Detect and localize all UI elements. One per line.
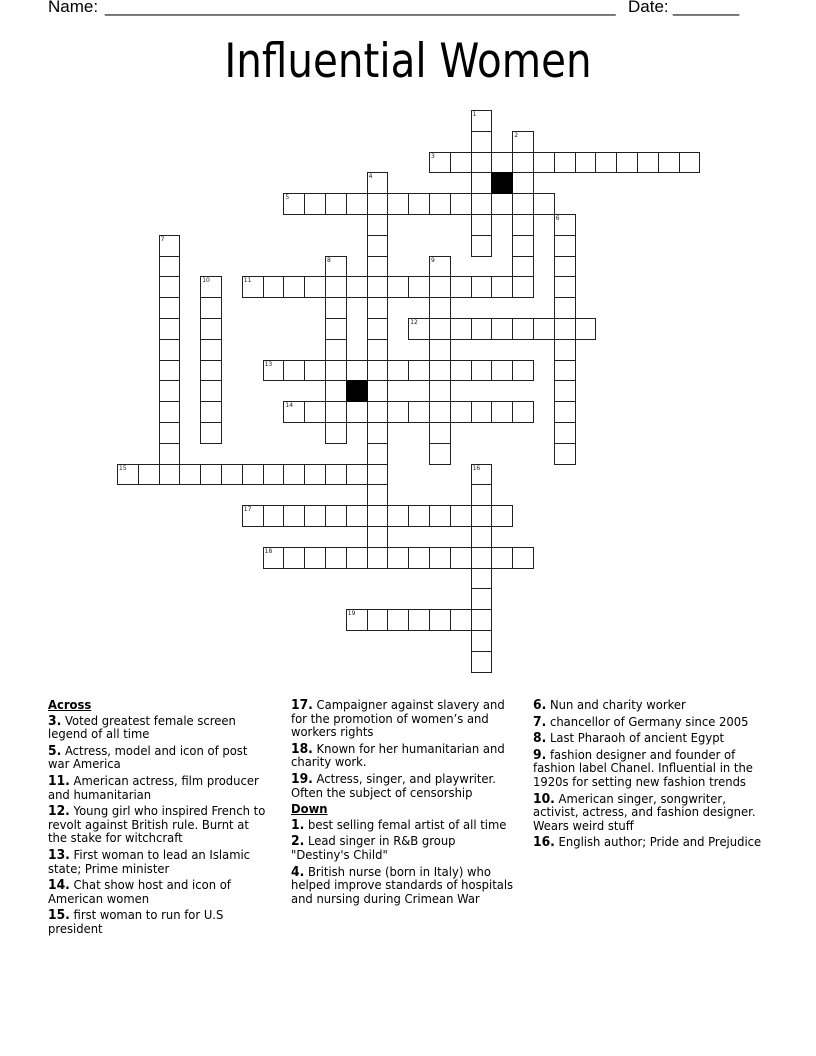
grid-cell[interactable] (554, 235, 576, 257)
clue-across-14 (48, 879, 271, 906)
grid-cell[interactable] (346, 276, 368, 298)
clue-down-16 (533, 836, 766, 850)
grid-cell[interactable] (512, 360, 534, 382)
across-heading: Across (48, 698, 92, 712)
grid-cell[interactable] (387, 360, 409, 382)
grid-cell[interactable] (429, 422, 451, 444)
grid-cell[interactable] (429, 339, 451, 361)
grid-cell[interactable] (512, 401, 534, 423)
grid-cell[interactable] (159, 235, 181, 257)
grid-cell[interactable] (367, 380, 389, 402)
cell-number: 2 (514, 131, 519, 139)
grid-cell[interactable] (429, 401, 451, 423)
grid-cell[interactable] (471, 526, 493, 548)
clue-across-3 (48, 715, 271, 742)
grid-cell[interactable] (325, 256, 347, 278)
clue-number: 1. (291, 817, 305, 833)
grid-cell[interactable] (200, 276, 222, 298)
grid-cell[interactable] (450, 547, 472, 569)
grid-cell[interactable] (159, 360, 181, 382)
grid-cell[interactable] (491, 152, 513, 174)
clue-across-15 (48, 909, 271, 936)
grid-cell[interactable] (637, 152, 659, 174)
cell-number: 11 (243, 277, 252, 285)
grid-cell[interactable] (491, 360, 513, 382)
grid-cell[interactable] (325, 193, 347, 215)
grid-cell[interactable] (429, 360, 451, 382)
clue-number: 4. (291, 864, 305, 880)
grid-cell[interactable] (200, 380, 222, 402)
cell-number: 4 (368, 173, 373, 181)
grid-cell[interactable] (554, 443, 576, 465)
clues-column-3 (533, 699, 766, 853)
grid-cell[interactable] (304, 401, 326, 423)
grid-cell[interactable] (283, 193, 305, 215)
grid-cell[interactable] (387, 276, 409, 298)
clue-text: First woman to lead an Islamic state; Prime minister (48, 847, 251, 876)
clue-text: Campaigner against slavery and for the promotion of women’s and workers rights (291, 698, 505, 740)
grid-cell[interactable] (200, 401, 222, 423)
grid-cell[interactable] (491, 505, 513, 527)
grid-cell[interactable] (367, 172, 389, 194)
cell-number: 10 (202, 277, 210, 285)
clue-number: 5. (48, 743, 62, 759)
grid-cell[interactable] (471, 568, 493, 590)
black-cell (491, 172, 513, 194)
clue-number: 6. (533, 698, 547, 713)
grid-cell[interactable] (325, 318, 347, 340)
puzzle-title: Influential Women (224, 34, 592, 89)
grid-cell[interactable] (429, 193, 451, 215)
grid-cell[interactable] (491, 318, 513, 340)
grid-cell[interactable] (304, 360, 326, 382)
grid-cell[interactable] (221, 464, 243, 486)
grid-cell[interactable] (367, 609, 389, 631)
cell-number: 1 (472, 111, 477, 118)
clue-number: 10. (533, 791, 555, 807)
grid-cell[interactable] (159, 256, 181, 278)
grid-cell[interactable] (200, 297, 222, 319)
grid-cell[interactable] (325, 401, 347, 423)
grid-cell[interactable] (325, 339, 347, 361)
grid-cell[interactable] (408, 547, 430, 569)
grid-cell[interactable] (471, 547, 493, 569)
grid-cell[interactable] (554, 401, 576, 423)
grid-cell[interactable] (408, 360, 430, 382)
clue-number: 14. (48, 878, 70, 894)
grid-cell[interactable] (471, 464, 493, 486)
cell-number: 18 (264, 547, 273, 555)
grid-cell[interactable] (200, 318, 222, 340)
clue-number: 16. (533, 835, 555, 851)
clue-text: English author; Pride and Prejudice (558, 835, 762, 850)
clue-text: American actress, film producer and humanitarian (48, 773, 259, 802)
grid-cell[interactable] (512, 214, 534, 236)
grid-cell[interactable] (429, 152, 451, 174)
grid-cell[interactable] (242, 464, 264, 486)
cell-number: 3 (431, 152, 435, 160)
grid-cell[interactable] (367, 214, 389, 236)
clue-text: American singer, songwriter, activist, actress, and fashion designer. Wears weird stuff (533, 791, 756, 833)
grid-cell[interactable] (159, 318, 181, 340)
cell-number: 8 (327, 256, 331, 264)
grid-cell[interactable] (554, 276, 576, 298)
grid-cell[interactable] (159, 276, 181, 298)
clue-text: Last Pharaoh of ancient Egypt (549, 731, 725, 746)
grid-cell[interactable] (408, 276, 430, 298)
grid-cell[interactable] (512, 235, 534, 257)
clue-text: Known for her humanitarian and charity work. (291, 741, 505, 770)
grid-cell[interactable] (471, 131, 493, 153)
grid-cell[interactable] (367, 276, 389, 298)
grid-cell[interactable] (408, 401, 430, 423)
grid-cell[interactable] (346, 360, 368, 382)
grid-cell[interactable] (138, 464, 160, 486)
grid-cell[interactable] (575, 318, 597, 340)
grid-cell[interactable] (159, 297, 181, 319)
grid-cell[interactable] (367, 339, 389, 361)
clue-text: British nurse (born in Italy) who helped improve standards of hospitals and nursing during Crimean War (291, 864, 514, 906)
name-label: Name: (48, 0, 99, 16)
clue-across-17 (291, 699, 514, 740)
grid-cell[interactable] (346, 401, 368, 423)
grid-cell[interactable] (408, 609, 430, 631)
grid-cell[interactable] (471, 651, 493, 673)
clue-down-1 (291, 819, 514, 833)
grid-cell[interactable] (387, 505, 409, 527)
grid-cell[interactable] (471, 609, 493, 631)
grid-cell[interactable] (679, 152, 701, 174)
grid-cell[interactable] (367, 443, 389, 465)
grid-cell[interactable] (471, 505, 493, 527)
grid-cell[interactable] (304, 464, 326, 486)
grid-cell[interactable] (367, 256, 389, 278)
grid-cell[interactable] (117, 464, 139, 486)
grid-cell[interactable] (200, 422, 222, 444)
grid-cell[interactable] (367, 464, 389, 486)
grid-cell[interactable] (471, 588, 493, 610)
cell-number: 9 (431, 256, 435, 264)
clue-text: fashion designer and founder of fashion label Chanel. Influential in the 1920s for setting new fashion trends (533, 747, 753, 789)
cell-number: 19 (347, 610, 356, 618)
grid-cell[interactable] (325, 297, 347, 319)
clue-across-18 (291, 743, 514, 770)
grid-cell[interactable] (346, 547, 368, 569)
clue-number: 17. (291, 698, 313, 713)
grid-cell[interactable] (200, 339, 222, 361)
cell-number: 14 (285, 402, 294, 410)
clue-text: Chat show host and icon of American women (48, 878, 231, 906)
grid-cell[interactable] (512, 276, 534, 298)
cell-number: 15 (119, 464, 127, 472)
grid-cell[interactable] (554, 339, 576, 361)
grid-cell[interactable] (554, 422, 576, 444)
grid-cell[interactable] (491, 547, 513, 569)
grid-cell[interactable] (554, 256, 576, 278)
grid-cell[interactable] (450, 360, 472, 382)
grid-cell[interactable] (512, 256, 534, 278)
grid-cell[interactable] (200, 360, 222, 382)
grid-cell[interactable] (429, 547, 451, 569)
grid-cell[interactable] (263, 360, 285, 382)
grid-cell[interactable] (367, 401, 389, 423)
grid-cell[interactable] (595, 152, 617, 174)
grid-cell[interactable] (450, 609, 472, 631)
grid-cell[interactable] (325, 380, 347, 402)
grid-cell[interactable] (159, 339, 181, 361)
grid-cell[interactable] (304, 505, 326, 527)
grid-cell[interactable] (283, 401, 305, 423)
grid-cell[interactable] (242, 276, 264, 298)
grid-cell[interactable] (471, 214, 493, 236)
grid-cell[interactable] (159, 401, 181, 423)
grid-cell[interactable] (471, 110, 493, 132)
grid-cell[interactable] (554, 152, 576, 174)
grid-cell[interactable] (346, 464, 368, 486)
grid-cell[interactable] (408, 505, 430, 527)
grid-cell[interactable] (367, 526, 389, 548)
grid-cell[interactable] (512, 193, 534, 215)
grid-cell[interactable] (283, 276, 305, 298)
clue-down-8 (533, 732, 766, 746)
grid-cell[interactable] (575, 152, 597, 174)
clue-number: 15. (48, 908, 70, 924)
grid-cell[interactable] (429, 297, 451, 319)
name-field[interactable]: ______________________________________________________ (105, 0, 616, 16)
grid-cell[interactable] (159, 443, 181, 465)
grid-cell[interactable] (387, 547, 409, 569)
grid-cell[interactable] (429, 505, 451, 527)
down-heading: Down (291, 802, 328, 817)
clue-down-6 (533, 699, 766, 713)
clue-across-13 (48, 849, 271, 876)
grid-cell[interactable] (325, 422, 347, 444)
clue-text: Young girl who inspired French to revolt against British rule. Burnt at the stake for witchcraft (48, 804, 266, 846)
cell-number: 13 (264, 360, 273, 368)
grid-cell[interactable] (367, 360, 389, 382)
grid-cell[interactable] (346, 609, 368, 631)
grid-cell[interactable] (159, 464, 181, 486)
clue-number: 12. (48, 804, 70, 820)
grid-cell[interactable] (367, 547, 389, 569)
grid-cell[interactable] (263, 276, 285, 298)
grid-cell[interactable] (429, 256, 451, 278)
grid-cell[interactable] (491, 401, 513, 423)
grid-cell[interactable] (159, 422, 181, 444)
grid-cell[interactable] (200, 464, 222, 486)
grid-cell[interactable] (471, 193, 493, 215)
grid-cell[interactable] (304, 276, 326, 298)
clue-text: Actress, singer, and playwriter. Often the subject of censorship (291, 771, 496, 800)
cell-number: 12 (410, 319, 418, 326)
grid-cell[interactable] (367, 235, 389, 257)
clue-across-11 (48, 775, 271, 802)
clue-number: 7. (533, 714, 547, 730)
grid-cell[interactable] (367, 297, 389, 319)
grid-cell[interactable] (471, 172, 493, 194)
grid-cell[interactable] (367, 484, 389, 506)
grid-cell[interactable] (325, 505, 347, 527)
clue-text: Voted greatest female screen legend of all time (48, 713, 236, 742)
grid-cell[interactable] (367, 318, 389, 340)
grid-cell[interactable] (658, 152, 680, 174)
grid-cell[interactable] (429, 276, 451, 298)
grid-cell[interactable] (179, 464, 201, 486)
cell-number: 5 (285, 194, 290, 202)
clue-text: Lead singer in R&B group "Destiny's Child" (291, 834, 456, 862)
clue-number: 19. (291, 771, 313, 787)
grid-cell[interactable] (471, 484, 493, 506)
clue-number: 9. (533, 747, 547, 763)
grid-cell[interactable] (346, 193, 368, 215)
grid-cell[interactable] (554, 297, 576, 319)
grid-cell[interactable] (283, 505, 305, 527)
clue-down-7 (533, 716, 766, 730)
grid-cell[interactable] (283, 360, 305, 382)
grid-cell[interactable] (325, 547, 347, 569)
clue-number: 13. (48, 847, 70, 863)
grid-cell[interactable] (346, 505, 368, 527)
clue-number: 11. (48, 773, 70, 789)
grid-cell[interactable] (471, 630, 493, 652)
clues-column-2 (291, 699, 514, 909)
date-field[interactable]: _______ (673, 0, 740, 16)
clue-text: first woman to run for U.S president (48, 908, 224, 936)
grid-cell[interactable] (471, 235, 493, 257)
cell-number: 17 (243, 506, 252, 514)
clue-down-4 (291, 866, 514, 907)
clue-down-2 (291, 835, 514, 862)
clues-column-1 (48, 699, 271, 940)
grid-cell[interactable] (450, 318, 472, 340)
grid-cell[interactable] (533, 193, 555, 215)
grid-cell[interactable] (491, 276, 513, 298)
grid-cell[interactable] (471, 276, 493, 298)
clue-down-9 (533, 749, 766, 790)
grid-cell[interactable] (429, 609, 451, 631)
grid-cell[interactable] (387, 193, 409, 215)
grid-cell[interactable] (512, 172, 534, 194)
grid-cell[interactable] (304, 547, 326, 569)
clue-across-12 (48, 805, 271, 846)
grid-cell[interactable] (408, 193, 430, 215)
clue-number: 2. (291, 834, 305, 850)
grid-cell[interactable] (387, 609, 409, 631)
grid-cell[interactable] (387, 401, 409, 423)
grid-cell[interactable] (429, 443, 451, 465)
clue-text: Nun and charity worker (549, 698, 686, 712)
grid-cell[interactable] (512, 547, 534, 569)
grid-cell[interactable] (283, 464, 305, 486)
grid-cell[interactable] (263, 547, 285, 569)
grid-cell[interactable] (554, 318, 576, 340)
grid-cell[interactable] (263, 464, 285, 486)
grid-cell[interactable] (325, 464, 347, 486)
grid-cell[interactable] (450, 193, 472, 215)
grid-cell[interactable] (450, 401, 472, 423)
clue-text: chancellor of Germany since 2005 (549, 714, 749, 729)
grid-cell[interactable] (554, 380, 576, 402)
grid-cell[interactable] (159, 380, 181, 402)
cell-number: 6 (555, 215, 560, 222)
grid-cell[interactable] (533, 318, 555, 340)
clue-across-19 (291, 773, 514, 800)
clue-number: 8. (533, 731, 547, 747)
grid-cell[interactable] (471, 401, 493, 423)
grid-cell[interactable] (325, 360, 347, 382)
grid-cell[interactable] (325, 276, 347, 298)
grid-cell[interactable] (367, 193, 389, 215)
grid-cell[interactable] (304, 193, 326, 215)
grid-cell[interactable] (263, 505, 285, 527)
clue-text: best selling femal artist of all time (307, 817, 507, 832)
grid-cell[interactable] (512, 318, 534, 340)
date-label: Date: (628, 0, 669, 16)
grid-cell[interactable] (471, 152, 493, 174)
grid-cell[interactable] (367, 422, 389, 444)
grid-cell[interactable] (554, 360, 576, 382)
grid-cell[interactable] (429, 380, 451, 402)
grid-cell[interactable] (450, 505, 472, 527)
cell-number: 7 (160, 235, 165, 243)
grid-cell[interactable] (408, 318, 430, 340)
grid-cell[interactable] (283, 547, 305, 569)
grid-cell[interactable] (450, 276, 472, 298)
clue-number: 3. (48, 713, 62, 729)
clue-across-5 (48, 745, 271, 772)
black-cell (346, 380, 368, 402)
grid-cell[interactable] (471, 318, 493, 340)
grid-cell[interactable] (242, 505, 264, 527)
grid-cell[interactable] (616, 152, 638, 174)
grid-cell[interactable] (512, 131, 534, 153)
grid-cell[interactable] (554, 214, 576, 236)
cell-number: 16 (472, 464, 481, 472)
grid-cell[interactable] (471, 360, 493, 382)
clue-text: Actress, model and icon of post war America (48, 743, 248, 772)
grid-cell[interactable] (491, 193, 513, 215)
grid-cell[interactable] (533, 152, 555, 174)
clue-down-10 (533, 793, 766, 834)
clue-number: 18. (291, 741, 313, 757)
grid-cell[interactable] (429, 318, 451, 340)
grid-cell[interactable] (450, 152, 472, 174)
grid-cell[interactable] (512, 152, 534, 174)
grid-cell[interactable] (367, 505, 389, 527)
